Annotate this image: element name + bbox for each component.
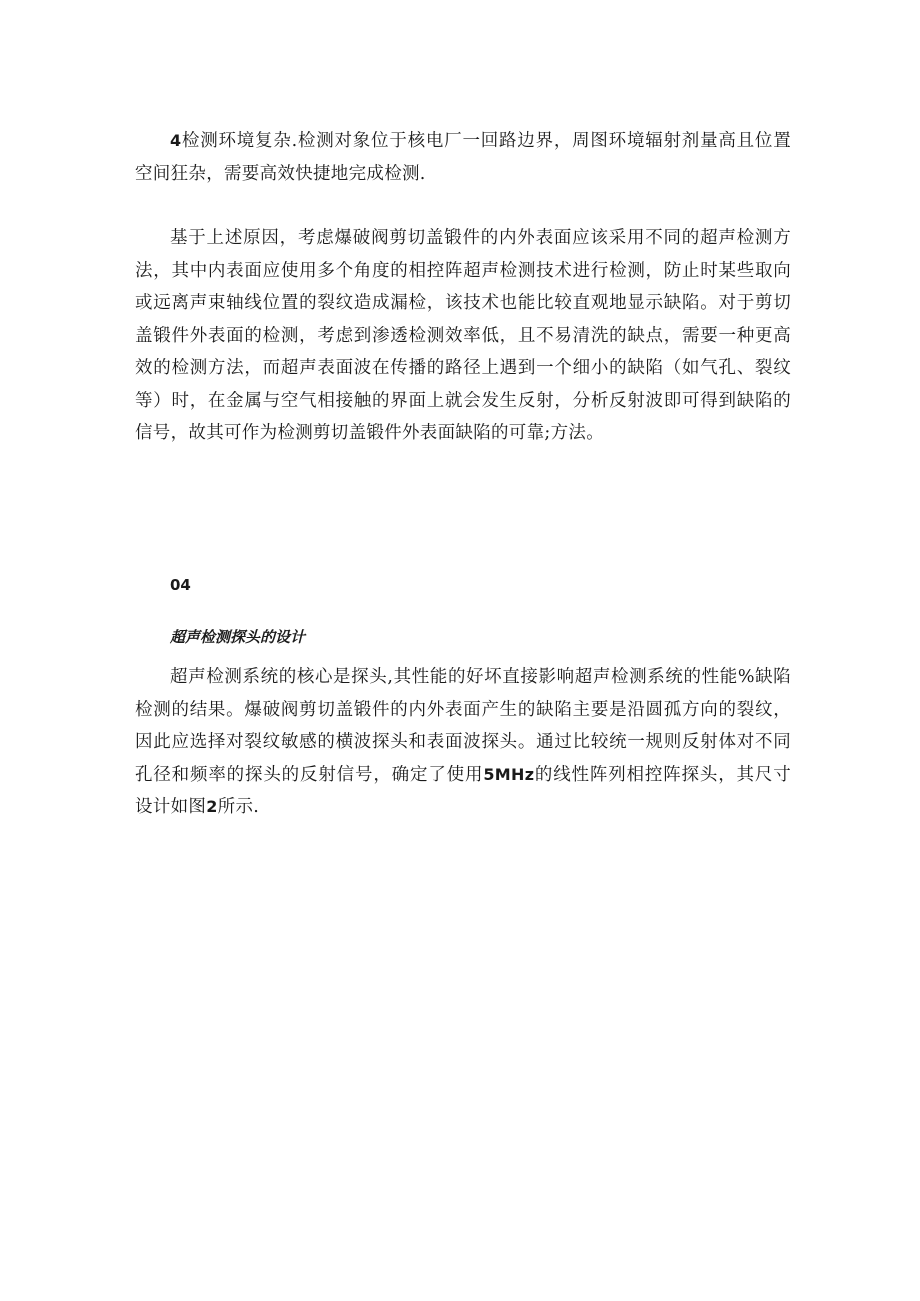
- paragraph-text-b: 的线性阵列相控阵探头，其尺寸设计如图: [135, 764, 792, 817]
- paragraph-text-a: 超声检测系统的核心是探头,其性能的好坏直接影响超声检测系统的性能%缺陷检测的结果。爆破阀剪切盖锻件的内外表面产生的缺陷主要是沿圆孤方向的裂纹，因此应选择对裂纹敏感的横波探头和表面波探头。通过比较统一规则反射体对不同孔径和频率的探头的反射信号，确定了使用: [135, 667, 791, 785]
- paragraph-probe-design: [135, 661, 791, 824]
- section-title: 超声检测探头的设计: [170, 628, 306, 646]
- paragraph-text-c: 所示.: [217, 797, 260, 817]
- frequency-value: 5MHz: [483, 764, 535, 784]
- paragraph-environment: [135, 125, 791, 190]
- section-number: 04: [170, 576, 191, 594]
- paragraph-text: 检测环境复杂.检测对象位于核电厂一回路边界，周图环境辐射剂量高且位置空间狂杂，需要高效快捷地完成检测.: [135, 131, 791, 184]
- item-number: 4: [170, 131, 182, 150]
- paragraph-method: 基于上述原因，考虑爆破阀剪切盖锻件的内外表面应该采用不同的超声检测方法，其中内表面应使用多个角度的相控阵超声检测技术进行检测，防止时某些取向或远离声束轴线位置的裂纹造成漏检，该技术也能比较直观地显示缺陷。对于剪切盖锻件外表面的检测，考虑到渗透检测效率低，且不易清洗的缺点，需要一种更高效的检测方法，而超声表面波在传播的路径上遇到一个细小的缺陷（如气孔、裂纹等）时，在金属与空气相接触的界面上就会发生反射，分析反射波即可得到缺陷的信号，故其可作为检测剪切盖锻件外表面缺陷的可靠;方法。: [135, 228, 791, 443]
- figure-number: 2: [206, 797, 218, 816]
